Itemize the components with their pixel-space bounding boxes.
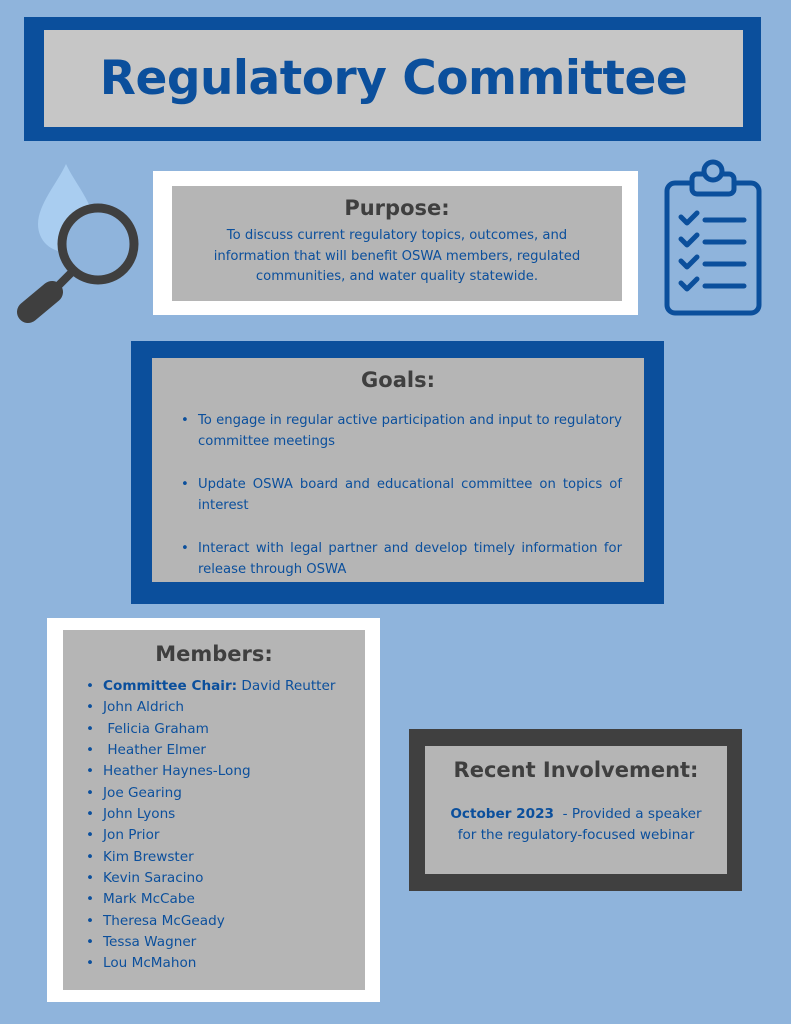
- magnifying-glass-water-drop-icon: [14, 160, 142, 325]
- goals-list: [198, 410, 622, 580]
- member-chair: [103, 676, 365, 697]
- recent-involvement-panel: [425, 746, 727, 874]
- member-item: • John Lyons: [103, 804, 365, 825]
- members-panel: [63, 630, 365, 990]
- chair-name: David Reutter: [237, 678, 336, 694]
- goal-item: • Update OSWA board and educational committee on topics of interest: [198, 474, 622, 516]
- chair-label: Committee Chair:: [103, 678, 238, 694]
- member-item: • Heather Elmer: [103, 740, 365, 761]
- member-item: • Mark McCabe: [103, 889, 365, 910]
- member-item: • Joe Gearing: [103, 783, 365, 804]
- member-item: • Tessa Wagner: [103, 932, 365, 953]
- member-item: • Jon Prior: [103, 825, 365, 846]
- clipboard-checklist-icon: [660, 158, 764, 318]
- member-item: • Kevin Saracino: [103, 868, 365, 889]
- recent-separator: -: [554, 806, 572, 822]
- purpose-heading: Purpose:: [344, 196, 450, 220]
- member-item: • Theresa McGeady: [103, 911, 365, 932]
- title-panel: [44, 30, 743, 127]
- recent-involvement-heading: Recent Involvement:: [453, 758, 699, 782]
- member-item: • Felicia Graham: [103, 719, 365, 740]
- member-item: • Heather Haynes-Long: [103, 761, 365, 782]
- recent-description: Provided a speaker for the regulatory-focused webinar: [457, 806, 702, 843]
- member-item: • Kim Brewster: [103, 847, 365, 868]
- recent-date: October 2023: [450, 806, 555, 822]
- members-heading: Members:: [155, 642, 273, 666]
- member-item: • John Aldrich: [103, 697, 365, 718]
- purpose-text: To discuss current regulatory topics, outcomes, and information that will benefit OSWA members, regulated communities, and water quality statewide.: [213, 228, 581, 284]
- members-list: [103, 676, 365, 975]
- purpose-panel: [172, 186, 622, 301]
- goals-panel: [152, 358, 644, 582]
- member-item: • Lou McMahon: [103, 953, 365, 974]
- goal-item: • To engage in regular active participation and input to regulatory committee meetings: [198, 410, 622, 452]
- recent-involvement-text: [439, 804, 713, 846]
- goal-item: • Interact with legal partner and develop timely information for release through OSWA: [198, 538, 622, 580]
- goals-heading: Goals:: [361, 368, 435, 392]
- page-title: Regulatory Committee: [99, 51, 688, 106]
